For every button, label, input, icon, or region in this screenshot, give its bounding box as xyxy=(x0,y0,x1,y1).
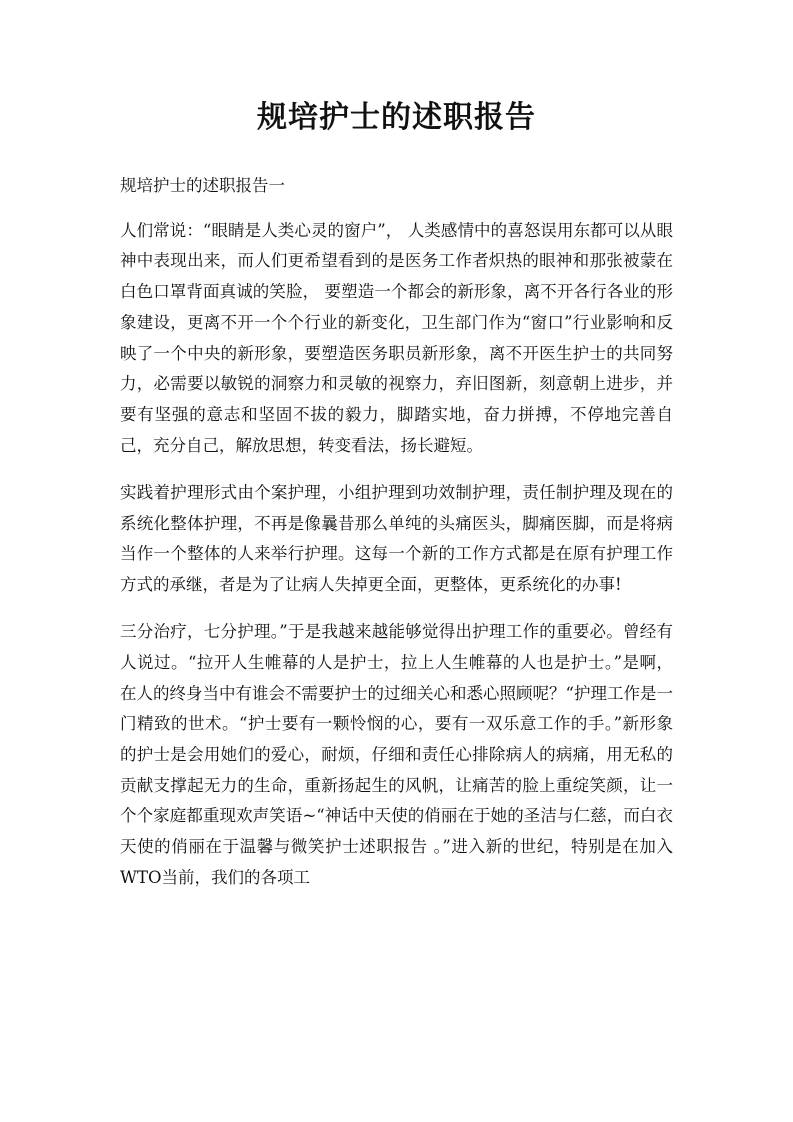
document-title: 规培护士的述职报告 xyxy=(257,100,536,135)
section-heading: 规培护士的述职报告一 xyxy=(120,176,285,195)
paragraph-3: 三分治疗，七分护理。”于是我越来越能够觉得出护理工作的重要必。曾经有人说过。“拉开人生帷幕的人是护士，拉上人生帷幕的人也是护士。”是啊，在人的终身当中有谁会不需要护士的过细关心和悉心照顾呢？“护理工作是一门精致的世术。“护士要有一颗怜悯的心，要有一双乐意工作的手。”新形象的护士是会用她们的爱心，耐烦，仔细和责任心排除病人的病痛，用无私的贡献支撑起无力的生命，重新扬起生的风帆，让痛苦的脸上重绽笑颜，让一个个家庭都重现欢声笑语~“神话中天使的俏丽在于她的圣洁与仁慈，而白衣天使的俏丽在于温馨与微笑护士述职报告 。”进入新的世纪，特别是在加入WTO当前，我们的各项工 xyxy=(120,622,673,887)
document-body xyxy=(120,171,673,910)
paragraph-1: 人们常说：“眼睛是人类心灵的窗户”， 人类感情中的喜怒误用东都可以从眼神中表现出来，而人们更希望看到的是医务工作者炽热的眼神和那张被蒙在白色口罩背面真诚的笑脸， 要塑造一个都会的新形象，离不开各行各业的形象建设，更离不开一个个行业的新变化，卫生部门作为“窗口”行业影响和反映了一个中央的新形象，要塑造医务职员新形象，离不开医生护士的共同努力，必需要以敏锐的洞察力和灵敏的视察力，弃旧图新，刻意朝上进步，并要有坚强的意志和坚固不拔的毅力，脚踏实地，奋力拼搏，不停地完善自己，充分自己，解放思想，转变看法，扬长避短。 xyxy=(120,220,673,455)
paragraph-2: 实践着护理形式由个案护理，小组护理到功效制护理，责任制护理及现在的系统化整体护理，不再是像曩昔那么单纯的头痛医头，脚痛医脚，而是将病当作一个整体的人来举行护理。这每一个新的工作方式都是在原有护理工作方式的承继，者是为了让病人失掉更全面，更整体，更系统化的办事! xyxy=(120,482,673,594)
